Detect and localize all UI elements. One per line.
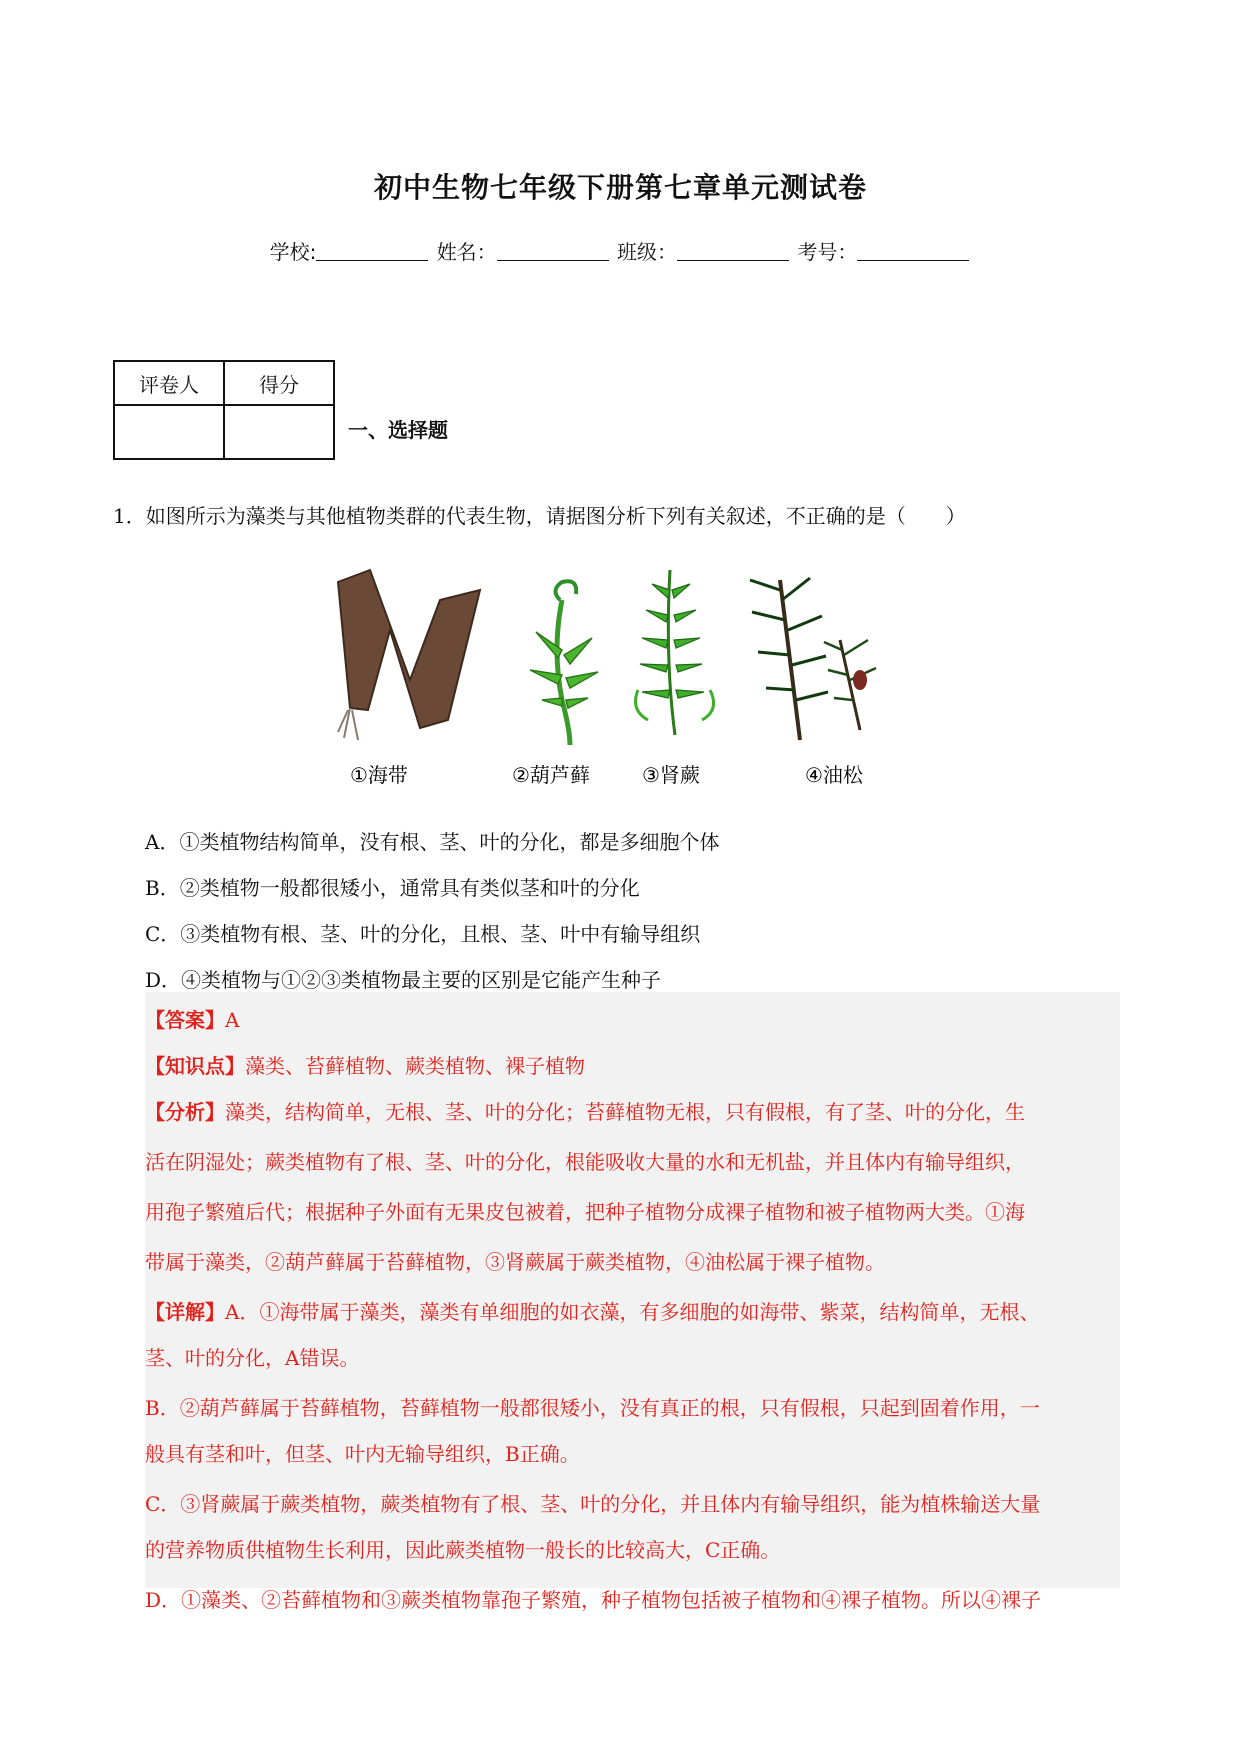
figure-label-fern: ③肾蕨 [642, 763, 700, 787]
name-label: 姓名： [436, 240, 497, 264]
fern-illustration [636, 570, 714, 735]
score-cell[interactable] [224, 405, 334, 459]
detail-label: 【详解】 [145, 1300, 225, 1324]
moss-illustration [530, 581, 598, 745]
detail-line-2: 茎、叶的分化，A错误。 [145, 1346, 360, 1370]
detail-line-6: 的营养物质供植物生长利用，因此蕨类植物一般长的比较高大，C正确。 [145, 1538, 781, 1562]
student-info-line [0, 236, 1241, 265]
reviewer-header: 评卷人 [114, 361, 224, 405]
analysis-line-3: 用孢子繁殖后代；根据种子外面有无果皮包被着，把种子植物分成裸子植物和被子植物两大类。①海 [145, 1200, 1025, 1224]
page-title: 初中生物七年级下册第七章单元测试卷 [373, 171, 867, 204]
detail-line-3: B．②葫芦藓属于苔藓植物，苔藓植物一般都很矮小，没有真正的根，只有假根，只起到固着作用，一 [145, 1396, 1040, 1420]
section-title: 一、选择题 [348, 418, 448, 442]
score-table [113, 360, 335, 460]
question-text: 1．如图所示为藻类与其他植物类群的代表生物，请据图分析下列有关叙述，不正确的是（ ） [113, 504, 966, 528]
analysis-label: 【分析】 [145, 1100, 225, 1124]
school-label: 学校: [269, 240, 317, 264]
analysis-line-2: 活在阴湿处；蕨类植物有了根、茎、叶的分化，根能吸收大量的水和无机盐，并且体内有输导组织， [145, 1150, 1025, 1174]
analysis-line-1 [145, 1096, 1025, 1125]
kelp-illustration [338, 570, 480, 740]
knowledge-point-label: 【知识点】 [145, 1054, 245, 1078]
answer-label: 【答案】 [145, 1008, 225, 1032]
knowledge-point-value: 藻类、苔藓植物、蕨类植物、裸子植物 [245, 1054, 585, 1078]
option-d[interactable]: D．④类植物与①②③类植物最主要的区别是它能产生种子 [145, 968, 662, 992]
detail-line-5: C．③肾蕨属于蕨类植物，蕨类植物有了根、茎、叶的分化，并且体内有输导组织，能为植株输送大量 [145, 1492, 1041, 1516]
number-blank[interactable] [857, 242, 969, 261]
detail-text: A．①海带属于藻类，藻类有单细胞的如衣藻，有多细胞的如海带、紫菜，结构简单，无根、 [225, 1300, 1040, 1324]
option-b[interactable]: B．②类植物一般都很矮小，通常具有类似茎和叶的分化 [145, 876, 640, 900]
class-blank[interactable] [677, 242, 789, 261]
analysis-line-4: 带属于藻类，②葫芦藓属于苔藓植物，③肾蕨属于蕨类植物，④油松属于裸子植物。 [145, 1250, 885, 1274]
figure-label-kelp: ①海带 [350, 763, 408, 787]
class-label: 班级： [617, 240, 678, 264]
answer-value: A [225, 1008, 240, 1032]
name-blank[interactable] [497, 242, 609, 261]
pine-illustration [750, 578, 876, 740]
number-label: 考号： [797, 240, 858, 264]
analysis-text: 藻类，结构简单，无根、茎、叶的分化；苔藓植物无根，只有假根，有了茎、叶的分化，生 [225, 1100, 1025, 1124]
figure-label-pine: ④油松 [805, 763, 863, 787]
knowledge-point-line [145, 1050, 585, 1079]
option-c[interactable]: C．③类植物有根、茎、叶的分化，且根、茎、叶中有输导组织 [145, 922, 701, 946]
plant-figure [330, 560, 910, 790]
detail-line-4: 般具有茎和叶，但茎、叶内无输导组织，B正确。 [145, 1442, 580, 1466]
answer-line [145, 1004, 239, 1033]
figure-label-moss: ②葫芦藓 [512, 763, 590, 787]
detail-line-7: D．①藻类、②苔藓植物和③蕨类植物靠孢子繁殖，种子植物包括被子植物和④裸子植物。所以④裸子 [145, 1588, 1042, 1612]
reviewer-cell[interactable] [114, 405, 224, 459]
school-blank[interactable] [316, 242, 428, 261]
score-header: 得分 [224, 361, 334, 405]
detail-line-1 [145, 1296, 1039, 1325]
option-a[interactable]: A．①类植物结构简单，没有根、茎、叶的分化，都是多细胞个体 [145, 830, 720, 854]
